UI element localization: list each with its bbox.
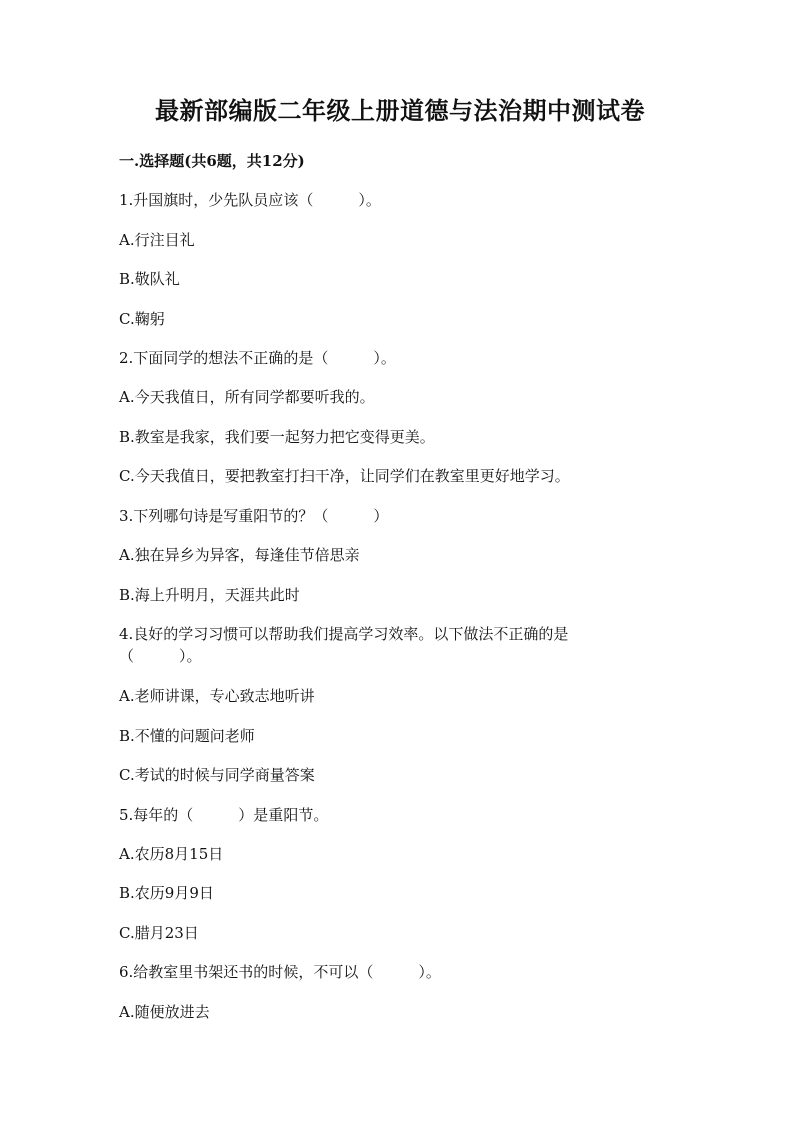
page-title: 最新部编版二年级上册道德与法治期中测试卷 xyxy=(155,96,645,125)
question-5-option-b: B.农历9月9日 xyxy=(119,884,214,902)
question-5-option-c: C.腊月23日 xyxy=(119,924,199,942)
question-2-option-a: A.今天我值日，所有同学都要听我的。 xyxy=(119,388,375,406)
question-6-option-a: A.随便放进去 xyxy=(119,1003,210,1021)
question-4-option-a: A.老师讲课，专心致志地听讲 xyxy=(119,687,315,705)
question-4-stem: 4.良好的学习习惯可以帮助我们提高学习效率。以下做法不正确的是（ ）。 xyxy=(119,625,569,665)
section-heading: 一.选择题(共6题，共12分) xyxy=(119,152,305,170)
question-2-option-b: B.教室是我家，我们要一起努力把它变得更美。 xyxy=(119,428,435,446)
question-3-option-a: A.独在异乡为异客，每逢佳节倍思亲 xyxy=(119,546,360,564)
question-1-option-a: A.行注目礼 xyxy=(119,231,195,249)
question-1-option-c: C.鞠躬 xyxy=(119,310,165,328)
question-6-stem: 6.给教室里书架还书的时候，不可以（ ）。 xyxy=(119,963,441,981)
question-3-option-b: B.海上升明月，天涯共此时 xyxy=(119,586,300,604)
question-4-option-c: C.考试的时候与同学商量答案 xyxy=(119,766,315,784)
question-1-option-b: B.敬队礼 xyxy=(119,270,180,288)
question-4-option-b: B.不懂的问题问老师 xyxy=(119,727,255,745)
question-3-stem: 3.下列哪句诗是写重阳节的？（ ） xyxy=(119,507,389,525)
question-5-stem: 5.每年的（ ）是重阳节。 xyxy=(119,806,329,824)
question-1-stem: 1.升国旗时，少先队员应该（ ）。 xyxy=(119,191,381,209)
question-2-stem: 2.下面同学的想法不正确的是（ ）。 xyxy=(119,349,396,367)
question-5-option-a: A.农历8月15日 xyxy=(119,845,224,863)
question-2-option-c: C.今天我值日，要把教室打扫干净，让同学们在教室里更好地学习。 xyxy=(119,467,570,485)
